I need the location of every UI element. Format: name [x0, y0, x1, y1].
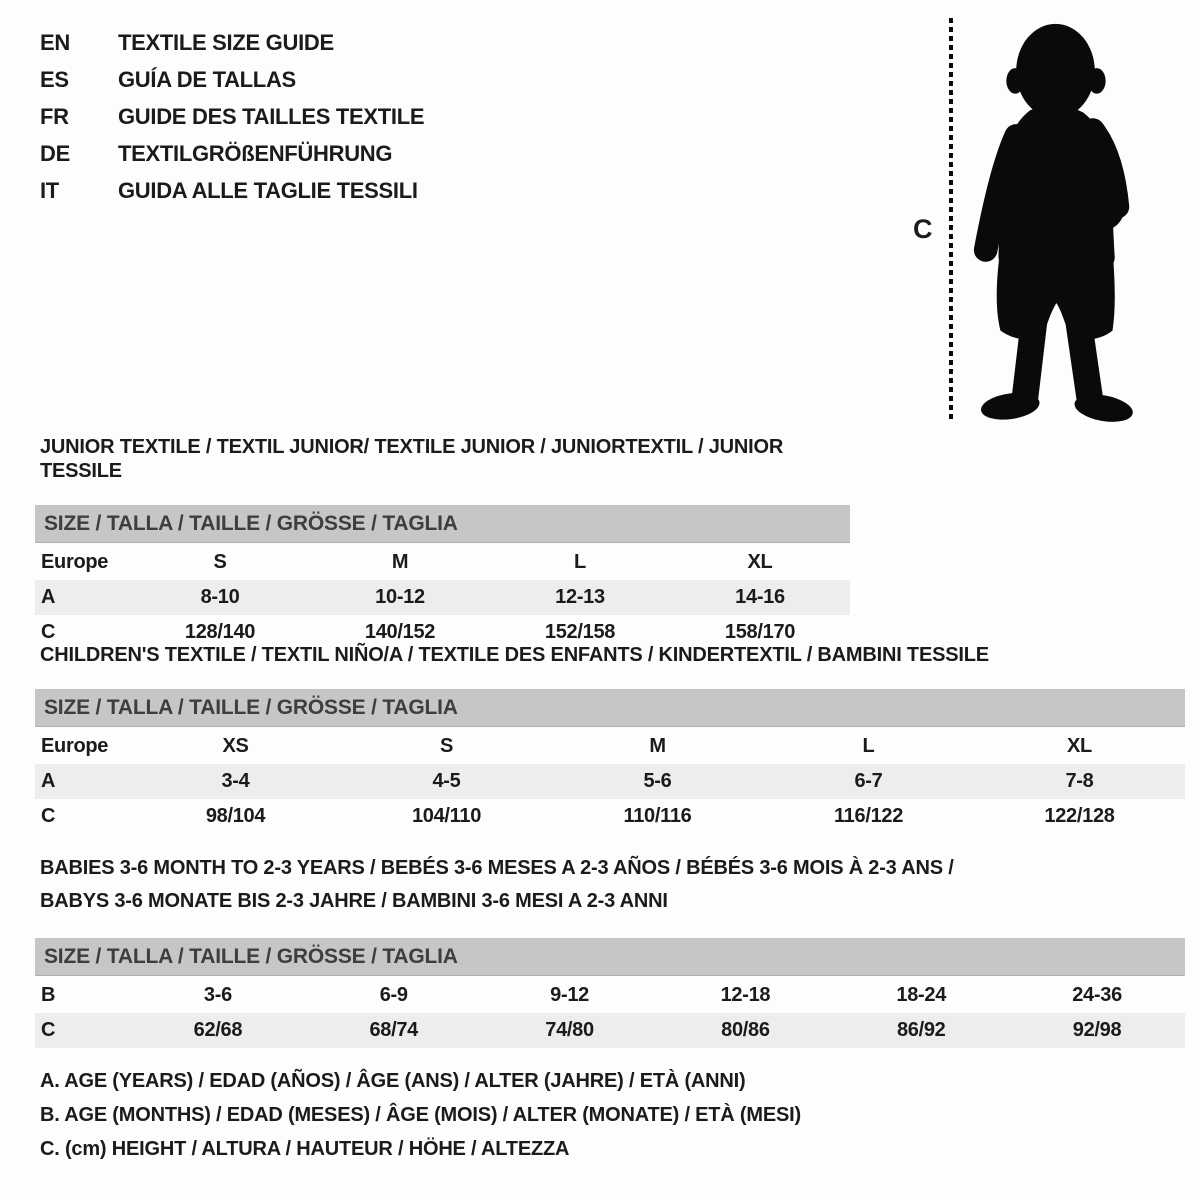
table-cell: 6-9	[379, 984, 408, 1006]
guide-title: GUIDA ALLE TAGLIE TESSILI	[118, 177, 418, 203]
table-cell: 14-16	[735, 586, 785, 608]
table-cell: 68/74	[369, 1019, 419, 1041]
size-header-bar: SIZE / TALLA / TAILLE / GRÖSSE / TAGLIA	[35, 938, 1185, 976]
legend	[40, 1064, 801, 1166]
row-cells	[130, 984, 1185, 1007]
table-cell: 6-7	[854, 770, 883, 792]
language-row	[40, 98, 424, 135]
table-cell: 8-10	[200, 586, 240, 608]
row-label: B	[41, 984, 56, 1006]
legend-line: B. AGE (MONTHS) / EDAD (MESES) / ÂGE (MOIS) / ALTER (MONATE) / ETÀ (MESI)	[40, 1104, 801, 1126]
size-table-junior	[35, 545, 850, 650]
language-code: ES	[40, 66, 69, 92]
section-heading: BABIES 3-6 MONTH TO 2-3 YEARS / BEBÉS 3-6 MESES A 2-3 AÑOS / BÉBÉS 3-6 MOIS À 2-3 ANS /	[40, 857, 954, 879]
size-header-bar: SIZE / TALLA / TAILLE / GRÖSSE / TAGLIA	[35, 689, 1185, 727]
table-cell: 62/68	[193, 1019, 243, 1041]
row-label: Europe	[41, 735, 109, 757]
table-cell: 24-36	[1072, 984, 1122, 1006]
table-cell: 86/92	[896, 1019, 946, 1041]
section-childrens-textile	[35, 643, 1185, 834]
table-cell: 92/98	[1072, 1019, 1122, 1041]
table-cell: XL	[747, 551, 773, 573]
language-row	[40, 24, 424, 61]
language-code: FR	[40, 103, 69, 129]
language-code: DE	[40, 140, 70, 166]
table-cell: 80/86	[721, 1019, 770, 1041]
language-row	[40, 61, 424, 98]
table-cell: 128/140	[184, 621, 256, 643]
table-row	[35, 978, 1185, 1013]
table-cell: L	[862, 735, 875, 757]
height-measure-figure	[905, 14, 1177, 428]
section-heading: JUNIOR TEXTILE / TEXTIL JUNIOR/ TEXTILE JUNIOR / JUNIORTEXTIL / JUNIOR TESSILE	[40, 436, 784, 482]
section-heading-line2: BABYS 3-6 MONATE BIS 2-3 JAHRE / BAMBINI 3-6 MESI A 2-3 ANNI	[40, 890, 668, 912]
row-label: C	[41, 621, 56, 643]
table-cell: 5-6	[643, 770, 672, 792]
table-cell: 122/128	[1044, 805, 1115, 827]
table-row	[35, 1013, 1185, 1048]
table-cell: 4-5	[432, 770, 461, 792]
table-cell: 7-8	[1065, 770, 1094, 792]
legend-line: A. AGE (YEARS) / EDAD (AÑOS) / ÂGE (ANS) / ALTER (JAHRE) / ETÀ (ANNI)	[40, 1070, 746, 1092]
table-row	[35, 545, 850, 580]
guide-title: TEXTILGRÖßENFÜHRUNG	[118, 140, 393, 166]
row-cells	[130, 770, 1185, 793]
table-cell: 12-18	[720, 984, 771, 1006]
table-cell: 74/80	[545, 1019, 594, 1041]
table-cell: S	[439, 735, 454, 757]
table-cell: 140/152	[364, 621, 436, 643]
table-cell: M	[649, 735, 666, 757]
table-row	[35, 799, 1185, 834]
language-code: EN	[40, 29, 70, 55]
table-row	[35, 729, 1185, 764]
table-cell: M	[391, 551, 409, 573]
table-row	[35, 580, 850, 615]
table-cell: S	[213, 551, 227, 573]
size-header-bar: SIZE / TALLA / TAILLE / GRÖSSE / TAGLIA	[35, 505, 850, 543]
row-cells	[130, 586, 850, 609]
language-row	[40, 135, 424, 172]
row-label: C	[41, 1019, 56, 1041]
height-dashed-line	[949, 18, 953, 420]
section-junior-textile	[35, 435, 850, 650]
table-cell: XL	[1067, 735, 1092, 757]
legend-line: C. (cm) HEIGHT / ALTURA / HAUTEUR / HÖHE / ALTEZZA	[40, 1138, 570, 1160]
table-cell: XS	[222, 735, 249, 757]
table-cell: 116/122	[833, 805, 904, 827]
language-title-list	[40, 24, 424, 209]
guide-title: TEXTILE SIZE GUIDE	[118, 29, 334, 55]
toddler-silhouette-icon	[967, 16, 1143, 424]
section-heading: CHILDREN'S TEXTILE / TEXTIL NIÑO/A / TEXTILE DES ENFANTS / KINDERTEXTIL / BAMBINI TESSILE	[40, 644, 989, 666]
table-cell: 152/158	[544, 621, 616, 643]
table-cell: 10-12	[375, 586, 425, 608]
row-cells	[130, 805, 1185, 828]
row-cells	[130, 1019, 1185, 1042]
table-cell: L	[574, 551, 586, 573]
table-cell: 158/170	[724, 621, 796, 643]
row-label: A	[41, 586, 56, 608]
table-cell: 3-6	[203, 984, 232, 1006]
language-code: IT	[40, 177, 59, 203]
table-cell: 9-12	[550, 984, 589, 1006]
section-babies-textile	[35, 852, 1185, 1048]
row-label: C	[41, 805, 56, 827]
table-cell: 12-13	[555, 586, 605, 608]
table-row	[35, 764, 1185, 799]
row-label: A	[41, 770, 56, 792]
table-cell: 98/104	[205, 805, 266, 827]
row-label: Europe	[41, 551, 109, 573]
size-table-babies	[35, 978, 1185, 1048]
table-cell: 3-4	[221, 770, 250, 792]
row-cells	[130, 735, 1185, 758]
size-table-children	[35, 729, 1185, 834]
row-cells	[130, 621, 850, 644]
row-cells	[130, 551, 850, 574]
guide-title: GUÍA DE TALLAS	[118, 66, 296, 92]
language-row	[40, 172, 424, 209]
table-cell: 110/116	[623, 805, 692, 827]
guide-title: GUIDE DES TAILLES TEXTILE	[118, 103, 425, 129]
table-cell: 18-24	[896, 984, 947, 1006]
table-cell: 104/110	[411, 805, 482, 827]
height-measure-label: C	[913, 214, 933, 244]
